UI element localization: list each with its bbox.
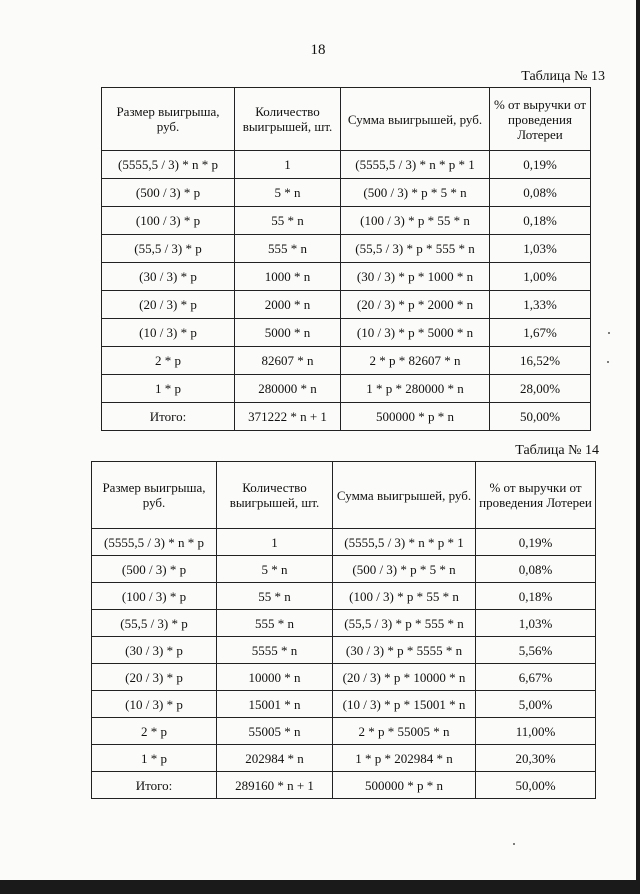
cell-revenue-percent: 0,19% [476, 529, 596, 556]
scan-speck [608, 332, 610, 334]
cell-prize-sum: (10 / 3) * p * 5000 * n [341, 319, 490, 347]
cell-total-sum: 500000 * p * n [341, 403, 490, 431]
cell-prize-size: (55,5 / 3) * p [102, 235, 235, 263]
cell-revenue-percent: 16,52% [490, 347, 591, 375]
cell-revenue-percent: 11,00% [476, 718, 596, 745]
table-row [102, 263, 591, 291]
cell-prize-size: (30 / 3) * p [102, 263, 235, 291]
cell-prize-count: 5 * n [217, 556, 333, 583]
cell-total-sum: 500000 * p * n [333, 772, 476, 799]
table-row [92, 556, 596, 583]
table-row [92, 691, 596, 718]
cell-total-percent: 50,00% [490, 403, 591, 431]
cell-prize-size: (10 / 3) * p [92, 691, 217, 718]
cell-prize-size: (5555,5 / 3) * n * p [92, 529, 217, 556]
table-header-row [102, 88, 591, 151]
cell-prize-count: 202984 * n [217, 745, 333, 772]
cell-revenue-percent: 1,03% [490, 235, 591, 263]
table-total-row [102, 403, 591, 431]
cell-revenue-percent: 0,18% [476, 583, 596, 610]
cell-prize-sum: (20 / 3) * p * 2000 * n [341, 291, 490, 319]
cell-prize-size: (5555,5 / 3) * n * p [102, 151, 235, 179]
cell-prize-size: (100 / 3) * p [102, 207, 235, 235]
cell-prize-size: (500 / 3) * p [102, 179, 235, 207]
header-prize-sum: Сумма выигрышей, руб. [333, 462, 476, 529]
table-row [102, 347, 591, 375]
cell-prize-size: 2 * p [92, 718, 217, 745]
cell-prize-sum: (30 / 3) * p * 1000 * n [341, 263, 490, 291]
header-prize-size: Размер выигрыша, руб. [92, 462, 217, 529]
table-row [92, 664, 596, 691]
cell-revenue-percent: 0,19% [490, 151, 591, 179]
header-revenue-percent: % от выручки от проведения Лотереи [476, 462, 596, 529]
cell-prize-count: 1 [217, 529, 333, 556]
cell-total-label: Итого: [102, 403, 235, 431]
cell-revenue-percent: 1,67% [490, 319, 591, 347]
prize-table-13 [101, 87, 591, 431]
table-row [92, 637, 596, 664]
scan-speck [607, 361, 609, 363]
cell-prize-count: 2000 * n [235, 291, 341, 319]
cell-total-count: 289160 * n + 1 [217, 772, 333, 799]
table-row [102, 207, 591, 235]
cell-prize-size: 2 * p [102, 347, 235, 375]
cell-prize-sum: (500 / 3) * p * 5 * n [333, 556, 476, 583]
header-prize-size: Размер выигрыша, руб. [102, 88, 235, 151]
cell-prize-count: 555 * n [217, 610, 333, 637]
cell-prize-size: 1 * p [92, 745, 217, 772]
cell-prize-sum: (20 / 3) * p * 10000 * n [333, 664, 476, 691]
table-row [102, 179, 591, 207]
cell-prize-sum: (100 / 3) * p * 55 * n [341, 207, 490, 235]
table-row [102, 235, 591, 263]
cell-prize-size: (55,5 / 3) * p [92, 610, 217, 637]
cell-prize-count: 55 * n [217, 583, 333, 610]
cell-revenue-percent: 1,00% [490, 263, 591, 291]
table-row [92, 745, 596, 772]
cell-total-label: Итого: [92, 772, 217, 799]
table-row [102, 319, 591, 347]
cell-revenue-percent: 6,67% [476, 664, 596, 691]
cell-revenue-percent: 1,03% [476, 610, 596, 637]
cell-revenue-percent: 0,08% [490, 179, 591, 207]
cell-prize-size: (10 / 3) * p [102, 319, 235, 347]
table-row [92, 610, 596, 637]
cell-prize-size: (100 / 3) * p [92, 583, 217, 610]
page-number: 18 [310, 42, 326, 58]
cell-total-percent: 50,00% [476, 772, 596, 799]
cell-prize-size: 1 * p [102, 375, 235, 403]
cell-prize-sum: 2 * p * 82607 * n [341, 347, 490, 375]
cell-prize-count: 280000 * n [235, 375, 341, 403]
cell-revenue-percent: 5,56% [476, 637, 596, 664]
cell-total-count: 371222 * n + 1 [235, 403, 341, 431]
cell-prize-count: 55005 * n [217, 718, 333, 745]
cell-prize-count: 55 * n [235, 207, 341, 235]
cell-revenue-percent: 20,30% [476, 745, 596, 772]
table-14-label: Таблица № 14 [515, 443, 599, 458]
cell-prize-sum: 1 * p * 202984 * n [333, 745, 476, 772]
table-row [92, 583, 596, 610]
cell-prize-sum: 1 * p * 280000 * n [341, 375, 490, 403]
table-row [92, 718, 596, 745]
scan-speck [513, 843, 515, 845]
table-total-row [92, 772, 596, 799]
cell-prize-count: 1000 * n [235, 263, 341, 291]
cell-prize-count: 10000 * n [217, 664, 333, 691]
cell-prize-size: (20 / 3) * p [92, 664, 217, 691]
cell-prize-size: (30 / 3) * p [92, 637, 217, 664]
cell-prize-count: 5000 * n [235, 319, 341, 347]
cell-prize-sum: (55,5 / 3) * p * 555 * n [341, 235, 490, 263]
cell-prize-count: 555 * n [235, 235, 341, 263]
header-prize-sum: Сумма выигрышей, руб. [341, 88, 490, 151]
table-row [92, 529, 596, 556]
cell-revenue-percent: 0,18% [490, 207, 591, 235]
prize-table-14 [91, 461, 596, 799]
table-13-label: Таблица № 13 [521, 69, 605, 84]
cell-prize-sum: (5555,5 / 3) * n * p * 1 [341, 151, 490, 179]
cell-prize-count: 5555 * n [217, 637, 333, 664]
cell-revenue-percent: 5,00% [476, 691, 596, 718]
cell-prize-sum: (30 / 3) * p * 5555 * n [333, 637, 476, 664]
table-row [102, 375, 591, 403]
cell-prize-sum: (5555,5 / 3) * n * p * 1 [333, 529, 476, 556]
cell-prize-count: 15001 * n [217, 691, 333, 718]
cell-prize-count: 5 * n [235, 179, 341, 207]
header-prize-count: Количество выигрышей, шт. [235, 88, 341, 151]
cell-prize-count: 82607 * n [235, 347, 341, 375]
table-row [102, 151, 591, 179]
cell-prize-sum: (500 / 3) * p * 5 * n [341, 179, 490, 207]
cell-prize-size: (20 / 3) * p [102, 291, 235, 319]
cell-prize-sum: (10 / 3) * p * 15001 * n [333, 691, 476, 718]
cell-prize-sum: (100 / 3) * p * 55 * n [333, 583, 476, 610]
cell-prize-size: (500 / 3) * p [92, 556, 217, 583]
header-revenue-percent: % от выручки от проведения Лотереи [490, 88, 591, 151]
cell-revenue-percent: 0,08% [476, 556, 596, 583]
header-prize-count: Количество выигрышей, шт. [217, 462, 333, 529]
cell-revenue-percent: 28,00% [490, 375, 591, 403]
cell-revenue-percent: 1,33% [490, 291, 591, 319]
table-header-row [92, 462, 596, 529]
cell-prize-sum: 2 * p * 55005 * n [333, 718, 476, 745]
table-row [102, 291, 591, 319]
cell-prize-sum: (55,5 / 3) * p * 555 * n [333, 610, 476, 637]
cell-prize-count: 1 [235, 151, 341, 179]
